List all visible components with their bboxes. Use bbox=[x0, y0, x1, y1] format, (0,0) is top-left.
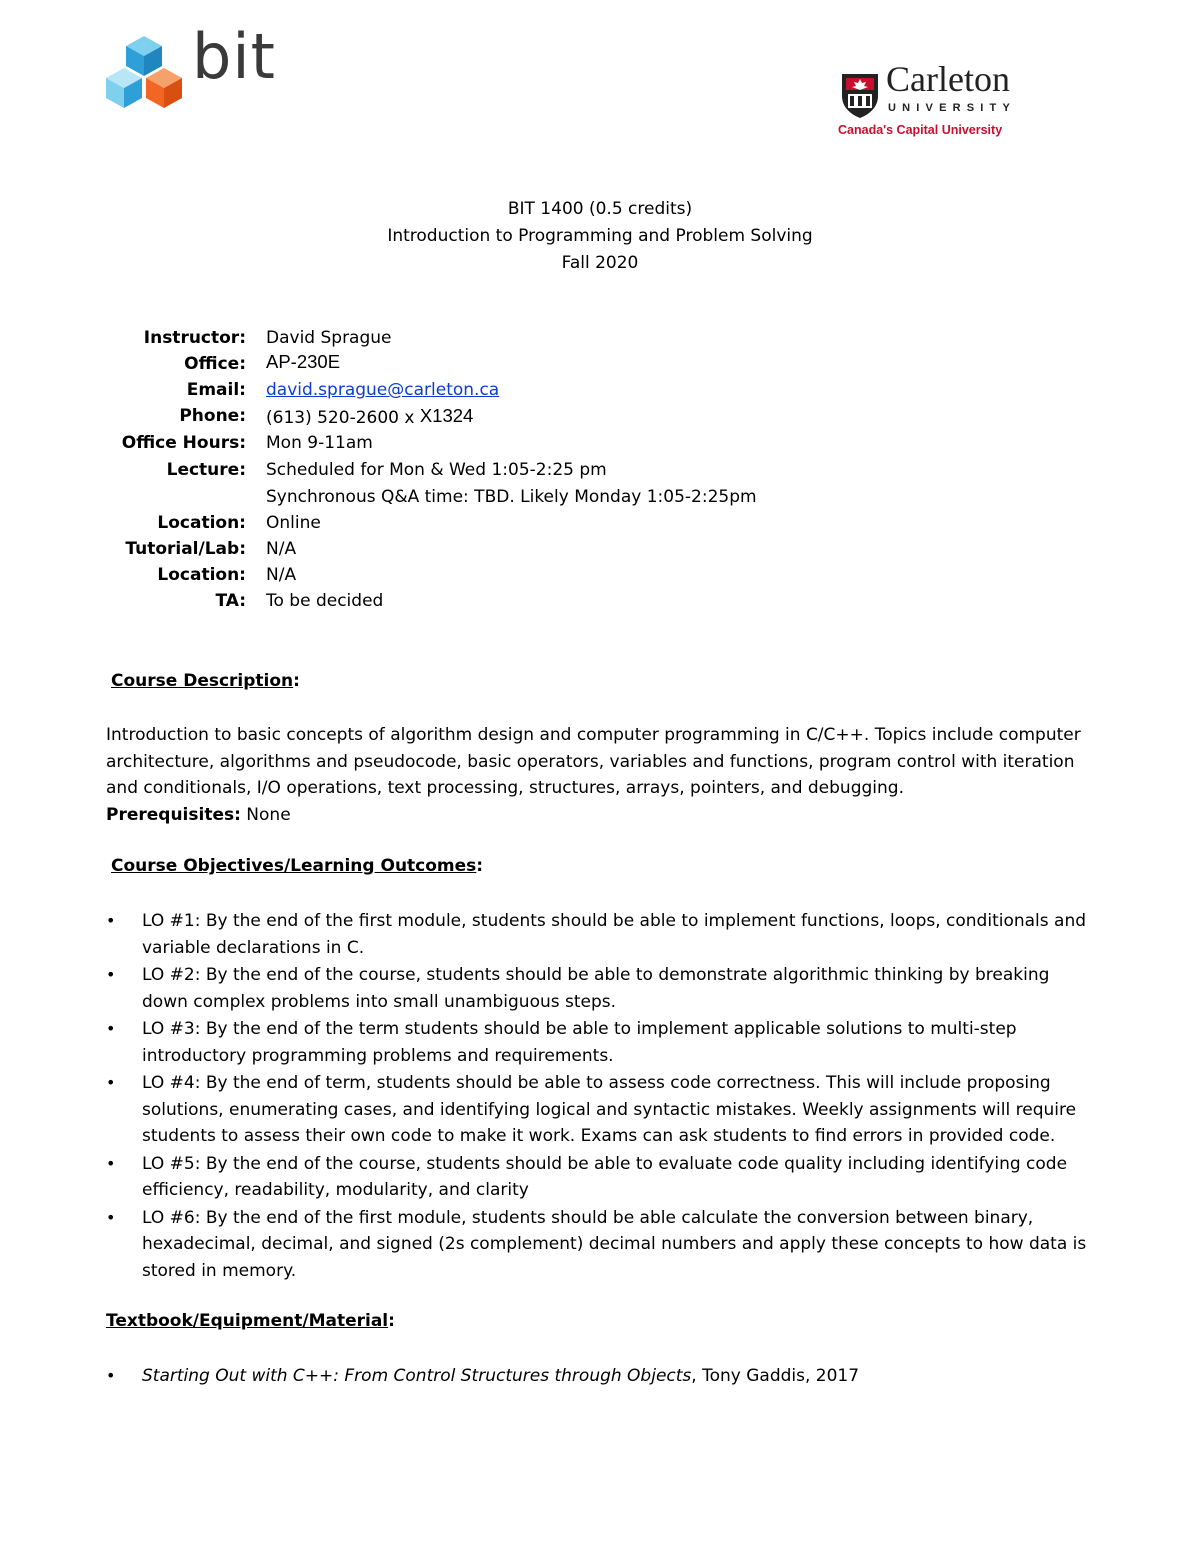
info-label: Location: bbox=[157, 513, 246, 533]
info-value: N/A bbox=[266, 539, 297, 559]
info-label: Tutorial/Lab: bbox=[125, 539, 246, 559]
phone-extension: X1324 bbox=[419, 405, 474, 426]
info-row-location bbox=[0, 513, 1200, 539]
info-label: TA: bbox=[215, 591, 246, 611]
info-value: Synchronous Q&A time: TBD. Likely Monday 1:05-2:25pm bbox=[266, 487, 757, 507]
bullet-icon: • bbox=[106, 965, 116, 984]
list-item bbox=[106, 1363, 1096, 1390]
info-value: To be decided bbox=[266, 591, 384, 611]
info-value: David Sprague bbox=[266, 328, 392, 348]
bullet-icon: • bbox=[106, 1019, 116, 1038]
list-item: • LO #4: By the end of term, students should be able to assess code correctness. This will include proposing solutions, enumerating cases, and identifying logical and syntactic mistakes. Weekly assignments will require students to assess their own code to make it work. Exams can ask students to find errors in provided code. bbox=[106, 1070, 1096, 1150]
textbook-heading: Textbook/Equipment/Material: bbox=[106, 1311, 395, 1331]
carleton-name: Carleton bbox=[886, 59, 1010, 99]
info-value: Mon 9-11am bbox=[266, 433, 373, 453]
info-label: Location: bbox=[157, 565, 246, 585]
carleton-tagline: Canada's Capital University bbox=[838, 123, 1003, 137]
info-value: AP-230E bbox=[266, 351, 341, 372]
info-label: Email: bbox=[186, 380, 246, 400]
info-row-lecture bbox=[0, 460, 1200, 486]
info-value: Online bbox=[266, 513, 321, 533]
list-item: • LO #3: By the end of the term students should be able to implement applicable solutions to multi-step introductory programming problems and requirements. bbox=[106, 1016, 1096, 1069]
info-row-phone bbox=[0, 406, 1200, 432]
list-item: • LO #1: By the end of the first module, students should be able to implement functions, loops, conditionals and variable declarations in C. bbox=[106, 908, 1096, 961]
prerequisites-label: Prerequisites: bbox=[106, 804, 241, 825]
bit-logo-text: bit bbox=[192, 20, 276, 93]
info-row-qa bbox=[0, 487, 1200, 513]
carleton-logo bbox=[838, 59, 1028, 144]
bullet-icon: • bbox=[106, 1073, 116, 1092]
bit-cube-icon bbox=[106, 34, 186, 112]
list-item: • LO #5: By the end of the course, students should be able to evaluate code quality including identifying code efficiency, readability, modularity, and clarity bbox=[106, 1151, 1096, 1204]
info-row-office-hours bbox=[0, 433, 1200, 459]
info-row-email bbox=[0, 380, 1200, 406]
info-row-tutorial bbox=[0, 539, 1200, 565]
phone-number: (613) 520-2600 x bbox=[266, 408, 415, 428]
course-title-block bbox=[0, 196, 1200, 277]
course-description-text: Introduction to basic concepts of algorithm design and computer programming in C/C++. Topics include computer architecture, algorithms and pseudocode, basic operators, variables and functions, program control with iteration and conditionals, I/O operations, text processing, structures, arrays, pointers, and debugging. bbox=[106, 725, 1081, 798]
carleton-university-label: UNIVERSITY bbox=[888, 102, 1017, 114]
textbook-list bbox=[106, 1363, 1096, 1391]
info-row-instructor bbox=[0, 328, 1200, 354]
bullet-icon: • bbox=[106, 1207, 116, 1227]
textbook-details: , Tony Gaddis, 2017 bbox=[691, 1366, 860, 1386]
bullet-icon: • bbox=[106, 911, 116, 930]
bit-logo bbox=[106, 20, 281, 112]
info-value: Scheduled for Mon & Wed 1:05-2:25 pm bbox=[266, 460, 607, 480]
course-term: Fall 2020 bbox=[561, 253, 639, 273]
info-value: N/A bbox=[266, 565, 297, 585]
bullet-icon: • bbox=[106, 1153, 116, 1173]
prerequisites-value: None bbox=[240, 804, 291, 825]
info-label: Office: bbox=[184, 354, 246, 374]
course-code: BIT 1400 (0.5 credits) bbox=[507, 199, 693, 219]
bullet-icon: • bbox=[106, 1366, 116, 1385]
course-description-heading: Course Description: bbox=[111, 671, 300, 691]
carleton-crest-icon bbox=[838, 70, 882, 120]
course-title: Introduction to Programming and Problem Solving bbox=[387, 226, 813, 246]
list-item: • LO #6: By the end of the first module, students should be able calculate the conversion between binary, hexadecimal, decimal, and signed (2s complement) decimal numbers and apply these concepts to how data is stored in memory. bbox=[106, 1205, 1096, 1285]
textbook-title: Starting Out with C++: From Control Structures through Objects bbox=[142, 1366, 692, 1386]
info-label: Instructor: bbox=[143, 328, 246, 348]
objectives-list bbox=[106, 908, 1096, 1285]
info-label: Phone: bbox=[179, 406, 246, 426]
course-description-body bbox=[106, 722, 1096, 828]
info-value bbox=[266, 406, 473, 428]
info-label: Lecture: bbox=[166, 460, 246, 480]
info-row-tutorial-location bbox=[0, 565, 1200, 591]
list-item: • LO #2: By the end of the course, students should be able to demonstrate algorithmic thinking by breaking down complex problems into small unambiguous steps. bbox=[106, 962, 1096, 1015]
objectives-heading: Course Objectives/Learning Outcomes: bbox=[111, 856, 484, 876]
info-row-ta bbox=[0, 591, 1200, 617]
email-link[interactable]: david.sprague@carleton.ca bbox=[266, 380, 500, 400]
info-label: Office Hours: bbox=[121, 433, 246, 453]
info-row-office bbox=[0, 351, 1200, 380]
